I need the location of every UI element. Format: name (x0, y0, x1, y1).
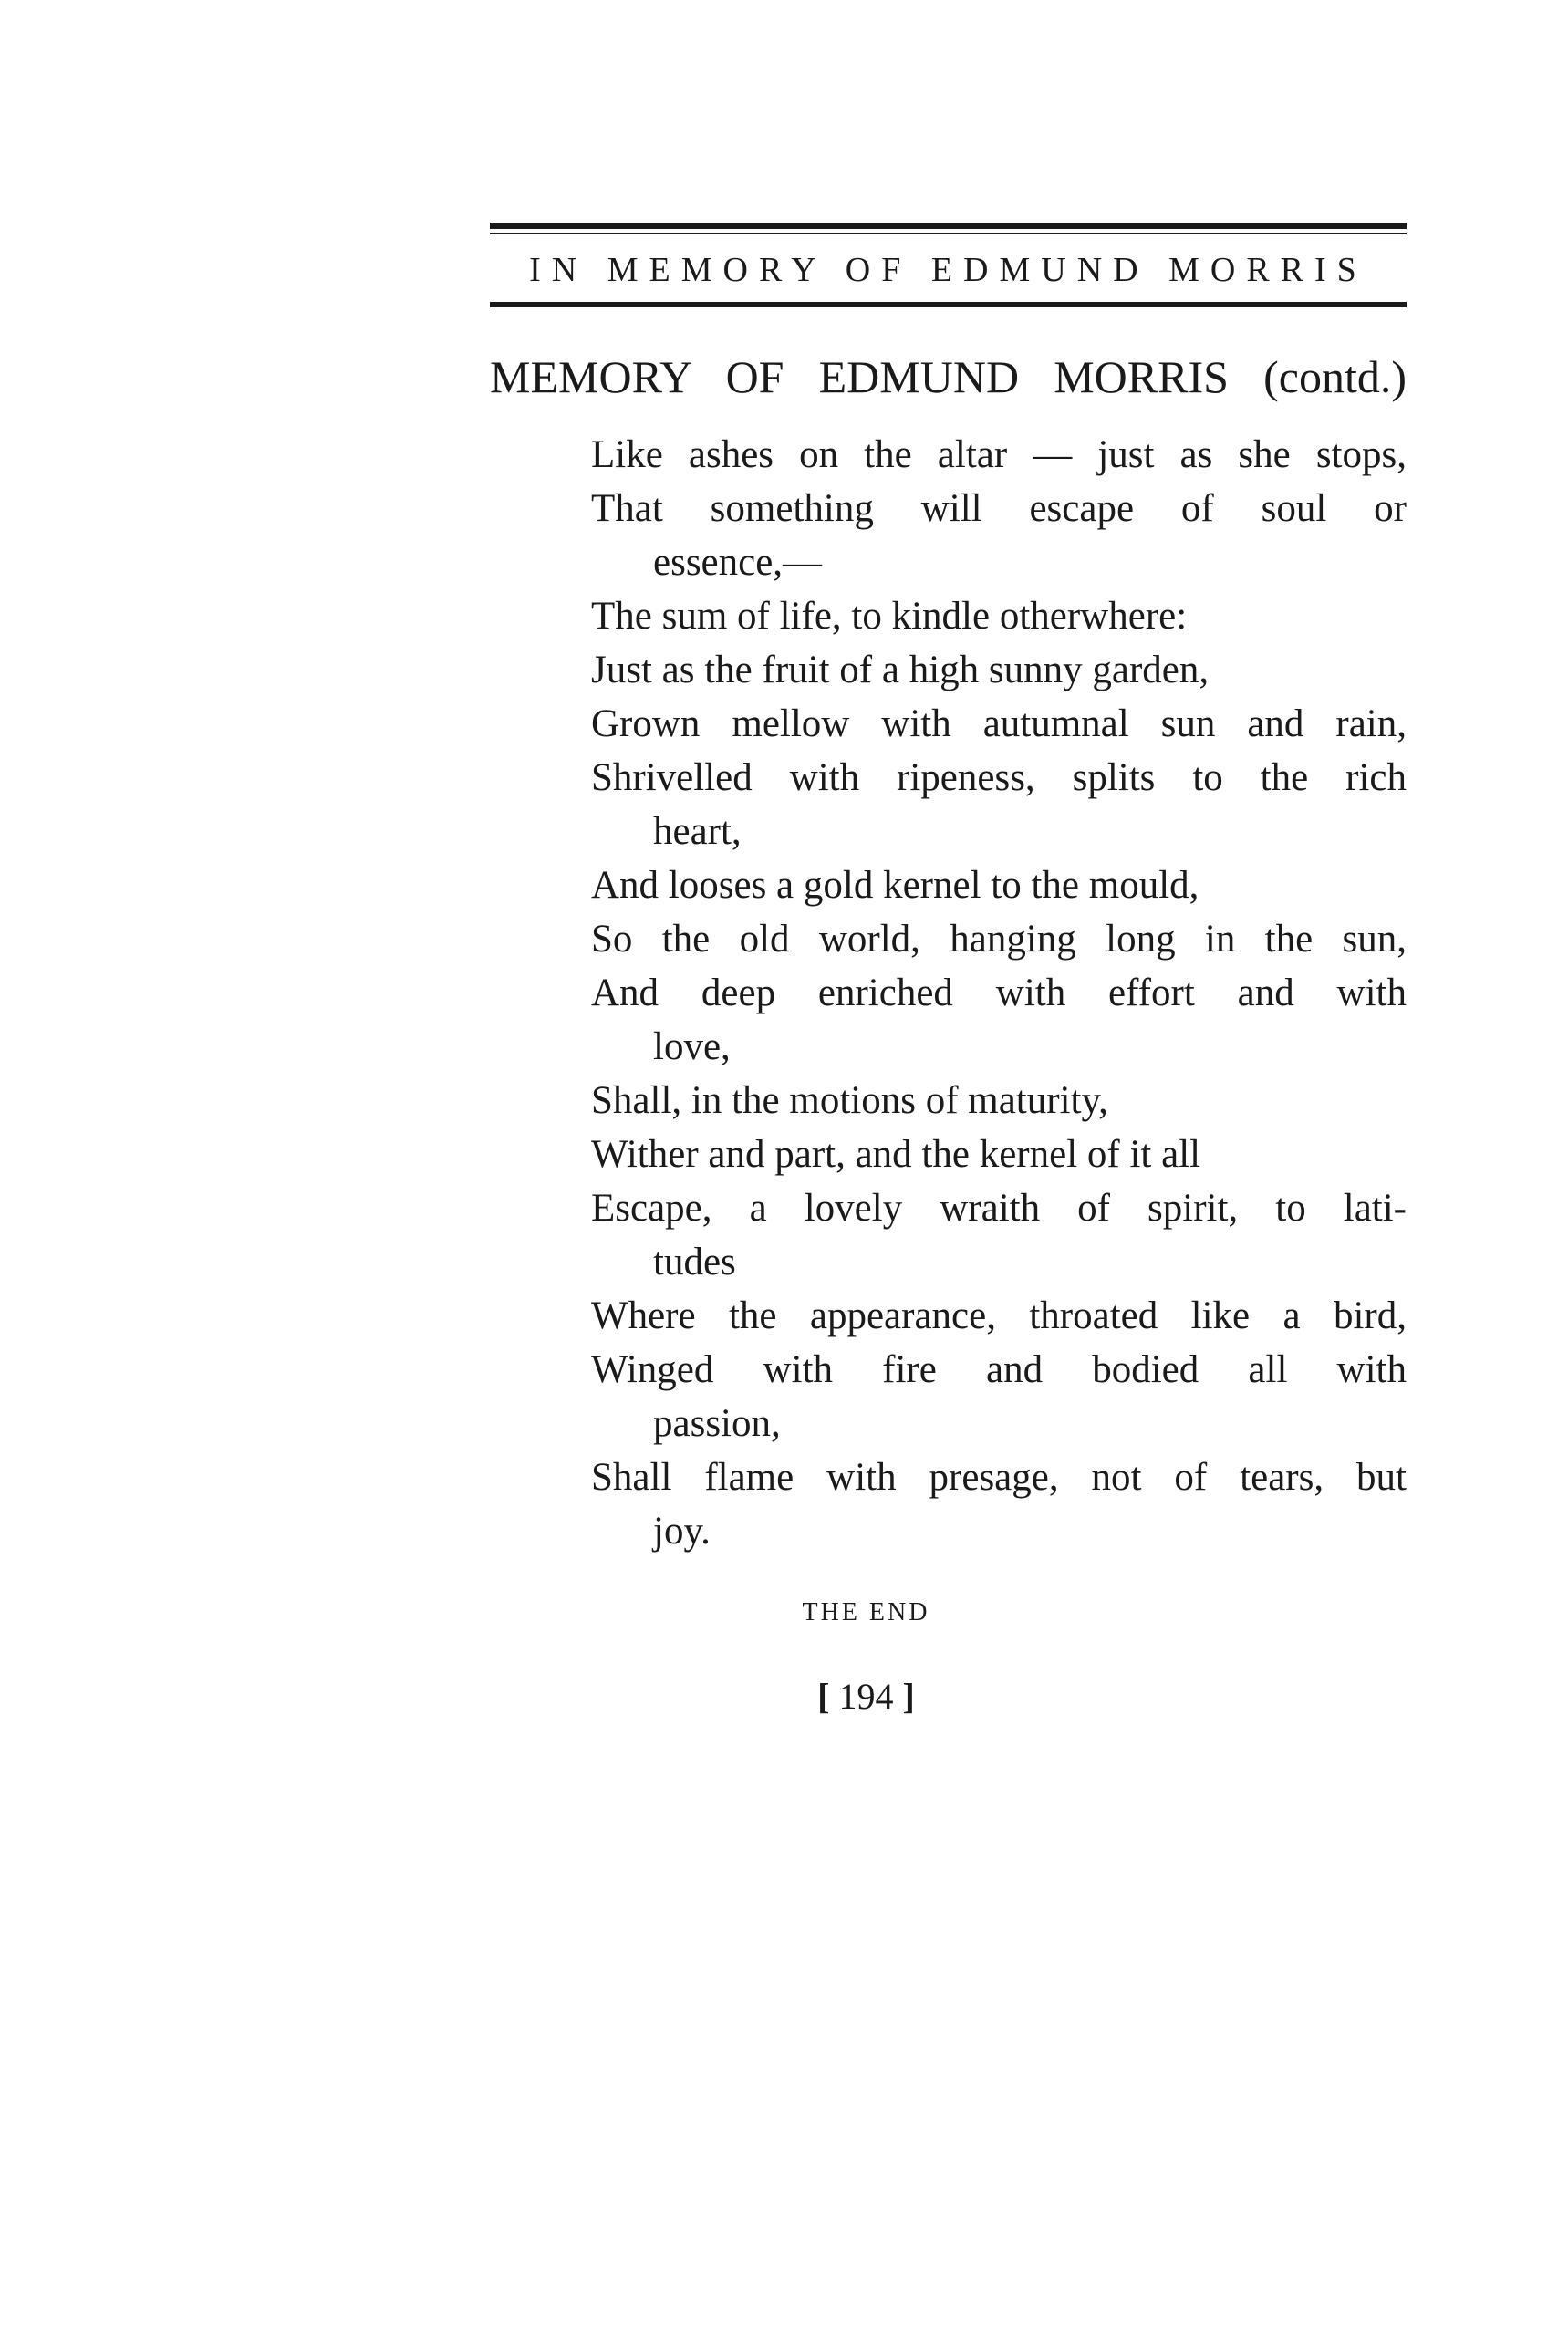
poem-line: Shall, in the motions of maturity, (591, 1079, 1108, 1122)
poem-line: And looses a gold kernel to the mould, (591, 864, 1199, 907)
poem-line: Just as the fruit of a high sunny garden, (591, 649, 1210, 691)
poem-line-continuation: tudes (653, 1241, 736, 1284)
poem-line: And deep enriched with effort and with (591, 972, 1407, 1014)
poem-line: Shall flame with presage, not of tears, but (591, 1456, 1407, 1499)
poem-line: That something will escape of soul or (591, 487, 1407, 530)
poem-line: The sum of life, to kindle otherwhere: (591, 595, 1188, 638)
poem-line: So the old world, hanging long in the sun, (591, 918, 1407, 961)
running-head-rule-bottom (490, 302, 1407, 307)
poem-line: Winged with fire and bodied all with (591, 1348, 1407, 1391)
page-number-open-bracket: [ (817, 1676, 830, 1717)
page-number-close-bracket: ] (902, 1676, 915, 1717)
running-head-rule-thick (490, 223, 1407, 229)
poem-line: Where the appearance, throated like a bird, (591, 1294, 1407, 1337)
poem-line: Shrivelled with ripeness, splits to the rich (591, 756, 1407, 799)
poem-line: Like ashes on the altar — just as she stops, (591, 433, 1407, 476)
poem-line-continuation: love, (653, 1025, 731, 1068)
poem-line-continuation: heart, (653, 810, 742, 853)
poem-line-continuation: essence,— (653, 541, 823, 584)
poem-body (591, 428, 1407, 1558)
running-head-title: IN MEMORY OF EDMUND MORRIS (529, 251, 1367, 289)
page-number-value: 194 (838, 1676, 894, 1717)
poem-line: Wither and part, and the kernel of it all (591, 1133, 1201, 1176)
poem-line: Escape, a lovely wraith of spirit, to lati- (591, 1187, 1407, 1230)
page-number (0, 1675, 1568, 1718)
poem-heading: MEMORY OF EDMUND MORRIS (contd.) (490, 351, 1407, 402)
the-end-label: THE END (802, 1598, 930, 1626)
poem-line: Grown mellow with autumnal sun and rain, (591, 702, 1407, 745)
poem-line-continuation: joy. (653, 1510, 711, 1553)
running-head (490, 223, 1407, 307)
poem-line-continuation: passion, (653, 1402, 781, 1445)
